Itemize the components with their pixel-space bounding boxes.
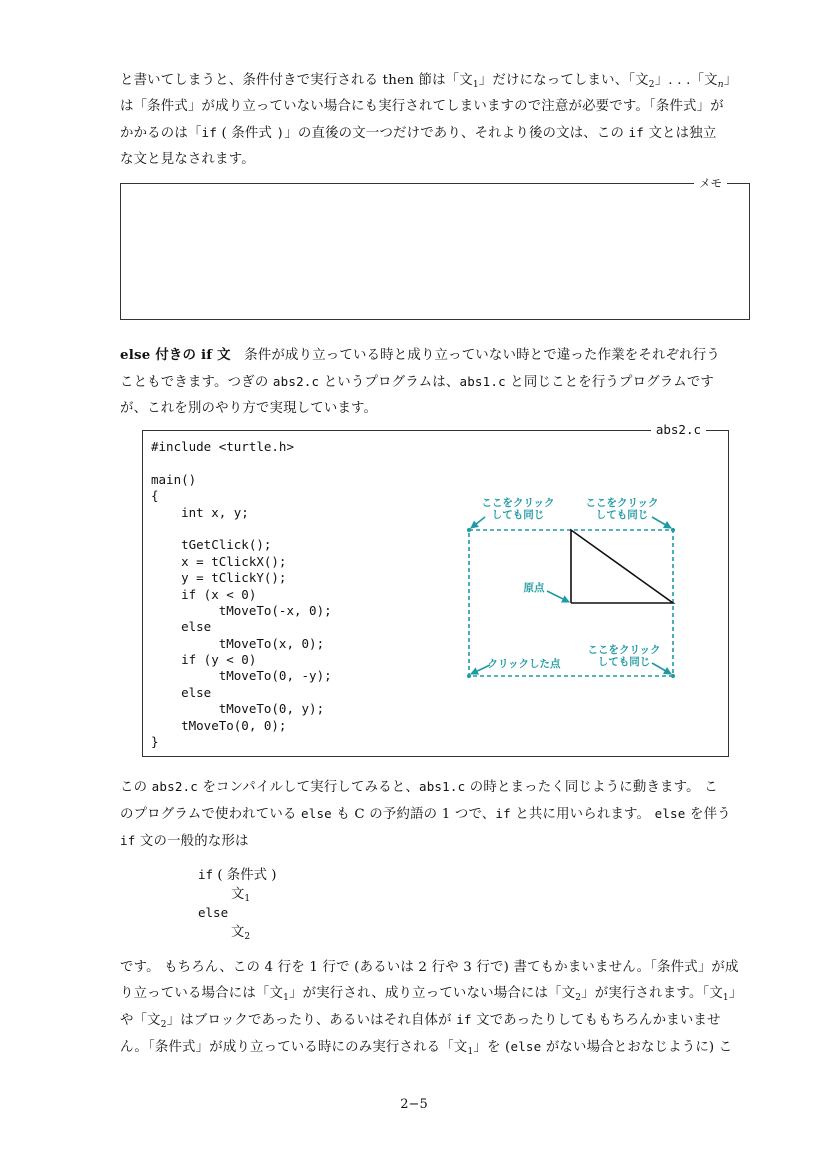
code-filename-label: abs2.c [651, 423, 706, 437]
subscript: 1 [244, 893, 251, 904]
code-line: tMoveTo(0, -y); [151, 668, 332, 684]
code-line: #include <turtle.h> [151, 439, 294, 454]
code-line [151, 521, 332, 537]
label-top-left-2: しても同じ [491, 509, 545, 521]
label-origin: 原点 [523, 582, 545, 594]
syntax-condition: ( 条件式 ) [213, 868, 277, 883]
text-span: も C の予約語の 1 つで、 [331, 807, 496, 822]
text-span: 」. . .「文 [654, 73, 718, 88]
text-line [120, 369, 750, 396]
code-line: else [151, 684, 212, 700]
subscript-n: n [717, 80, 724, 90]
label-clicked-point: クリックした点 [487, 658, 561, 670]
text-line [120, 68, 750, 94]
code-keyword: if [495, 806, 511, 821]
paragraph-then-clause [120, 68, 750, 173]
subscript: 2 [244, 931, 251, 942]
label-top-left-1: ここをクリック [481, 497, 555, 509]
text-line [120, 828, 750, 855]
syntax-statement: 文 [231, 886, 245, 902]
syntax-statement: 文 [231, 924, 245, 940]
text-span: 」が実行されます。「文 [581, 986, 723, 1001]
arrow-top-right [652, 517, 671, 528]
arrow-top-left [471, 517, 485, 528]
text-line: が、これを別のやり方で実現しています。 [120, 401, 378, 416]
code-keyword: if [628, 125, 644, 140]
text-span: のプログラムで使われている [120, 807, 301, 822]
paragraph-compile-note [120, 774, 750, 855]
syntax-line [198, 886, 276, 905]
subscript: 2 [160, 1020, 167, 1030]
code-keyword: else [198, 905, 229, 920]
text-span: と同じことを行うプログラムです [505, 375, 715, 390]
corner-point-top-left [467, 528, 471, 532]
text-span: の時とまったく同じように動きます。 こ [465, 780, 718, 795]
text-line [120, 1034, 750, 1061]
code-line: tMoveTo(-x, 0); [151, 602, 332, 618]
code-listing [151, 439, 332, 750]
code-filename: abs1.c [418, 779, 466, 794]
text-span: をコンパイルして実行してみると、 [198, 780, 419, 795]
code-line: x = tClickX(); [151, 553, 287, 569]
subscript: 1 [467, 1047, 474, 1057]
text-line [120, 120, 750, 147]
label-top-right-1: ここをクリック [585, 497, 659, 509]
text-span: と共に用いられます。 [510, 807, 655, 822]
triangle-path [571, 530, 673, 603]
text-line [120, 801, 750, 828]
text-span: かかるのは「 [120, 126, 202, 141]
text-span: り立っている場合には「文 [120, 986, 284, 1001]
text-span: というプログラムは、 [319, 375, 460, 390]
label-top-right-2: しても同じ [595, 509, 649, 521]
paragraph-else-intro [120, 342, 750, 422]
code-paren: ) [276, 125, 285, 140]
syntax-line [198, 904, 276, 924]
subscript: 1 [472, 80, 479, 90]
code-line: tGetClick(); [151, 537, 272, 553]
label-bottom-right-2: しても同じ [597, 656, 651, 668]
code-line: tMoveTo(0, y); [151, 701, 325, 717]
turtle-path-diagram [440, 495, 700, 685]
text-span: と書いてしまうと、条件付きで実行される then 節は「文 [120, 73, 473, 88]
code-keyword: if [456, 1012, 472, 1027]
text-span: 条件が成り立っている時と成り立っていない時とで違った作業をそれぞれ行う [230, 348, 720, 363]
subscript: 1 [283, 993, 290, 1003]
code-keyword: if [201, 125, 217, 140]
text-span: を伴う [685, 807, 731, 822]
text-span: 」が実行され、成り立っていない場合には「文 [289, 986, 576, 1001]
text-span: 」はブロックであったり、あるいはそれ自体が [166, 1013, 457, 1028]
syntax-line [198, 866, 276, 886]
subscript: 1 [722, 993, 729, 1003]
memo-label: メモ [694, 176, 727, 190]
page-number: 2−5 [400, 1097, 428, 1112]
subscript: 2 [648, 80, 655, 90]
arrow-origin [547, 591, 569, 602]
code-line: { [151, 488, 159, 504]
text-line: は「条件式」が成り立っていない場合にも実行されてしまいますので注意が必要です。「条件式」が [120, 99, 724, 114]
code-line: tMoveTo(x, 0); [151, 635, 325, 651]
code-line: if (x < 0) [151, 586, 257, 602]
text-span: 文の一般的な形は [135, 834, 249, 849]
text-line [120, 981, 750, 1007]
code-filename: abs2.c [272, 374, 320, 389]
code-line: else [151, 619, 212, 635]
text-span: ん。「条件式」が成り立っている時にのみ実行される「文 [120, 1040, 468, 1055]
text-span: 」を ( [473, 1040, 511, 1055]
text-span: 文であったりしてももちろんかまいませ [471, 1013, 721, 1028]
text-span: 」の直後の文一つだけであり、それより後の文は、この [284, 126, 629, 141]
code-keyword: else [654, 806, 686, 821]
text-line [120, 774, 750, 801]
text-span: や「文 [120, 1013, 161, 1028]
text-span: 」 [723, 73, 738, 88]
memo-box[interactable] [120, 176, 750, 320]
subscript: 2 [575, 993, 582, 1003]
section-heading: else 付きの if 文 [120, 347, 231, 363]
code-line: if (y < 0) [151, 652, 257, 668]
arrow-bottom-right [652, 663, 671, 674]
label-bottom-right-1: ここをクリック [587, 644, 661, 656]
text-span: ( 条件式 [217, 126, 277, 141]
text-span: こともできます。つぎの [120, 375, 273, 390]
text-line: な文と見なされます。 [120, 152, 255, 167]
text-span: この [120, 780, 152, 795]
code-line [151, 455, 332, 471]
text-span: 」だけになってしまい、「文 [478, 73, 649, 88]
code-line: int x, y; [151, 504, 249, 520]
corner-point-top-right [671, 528, 675, 532]
corner-point-bottom-left [467, 674, 471, 678]
paragraph-if-else-explanation [120, 955, 750, 1061]
text-line [120, 1007, 750, 1034]
code-line: tMoveTo(0, 0); [151, 717, 287, 733]
code-filename: abs1.c [459, 374, 506, 389]
corner-point-bottom-right [671, 674, 675, 678]
code-filename: abs2.c [151, 779, 198, 794]
code-line: } [151, 734, 159, 750]
if-else-syntax [198, 866, 276, 942]
syntax-line [198, 924, 276, 943]
code-line: y = tClickY(); [151, 570, 287, 586]
code-keyword: else [301, 806, 332, 821]
code-line: main() [151, 471, 197, 487]
text-span: 文とは独立 [644, 126, 717, 141]
code-keyword: if [198, 867, 214, 882]
code-keyword: if [120, 833, 136, 848]
text-span: がない場合とおなじように) こ [541, 1040, 733, 1055]
text-line [120, 342, 750, 369]
text-span: 」 [728, 986, 743, 1001]
text-line: です。 もちろん、この 4 行を 1 行で (あるいは 2 行や 3 行で) 書てもかまいません。「条件式」が成 [120, 960, 739, 975]
code-keyword: else [510, 1039, 542, 1054]
